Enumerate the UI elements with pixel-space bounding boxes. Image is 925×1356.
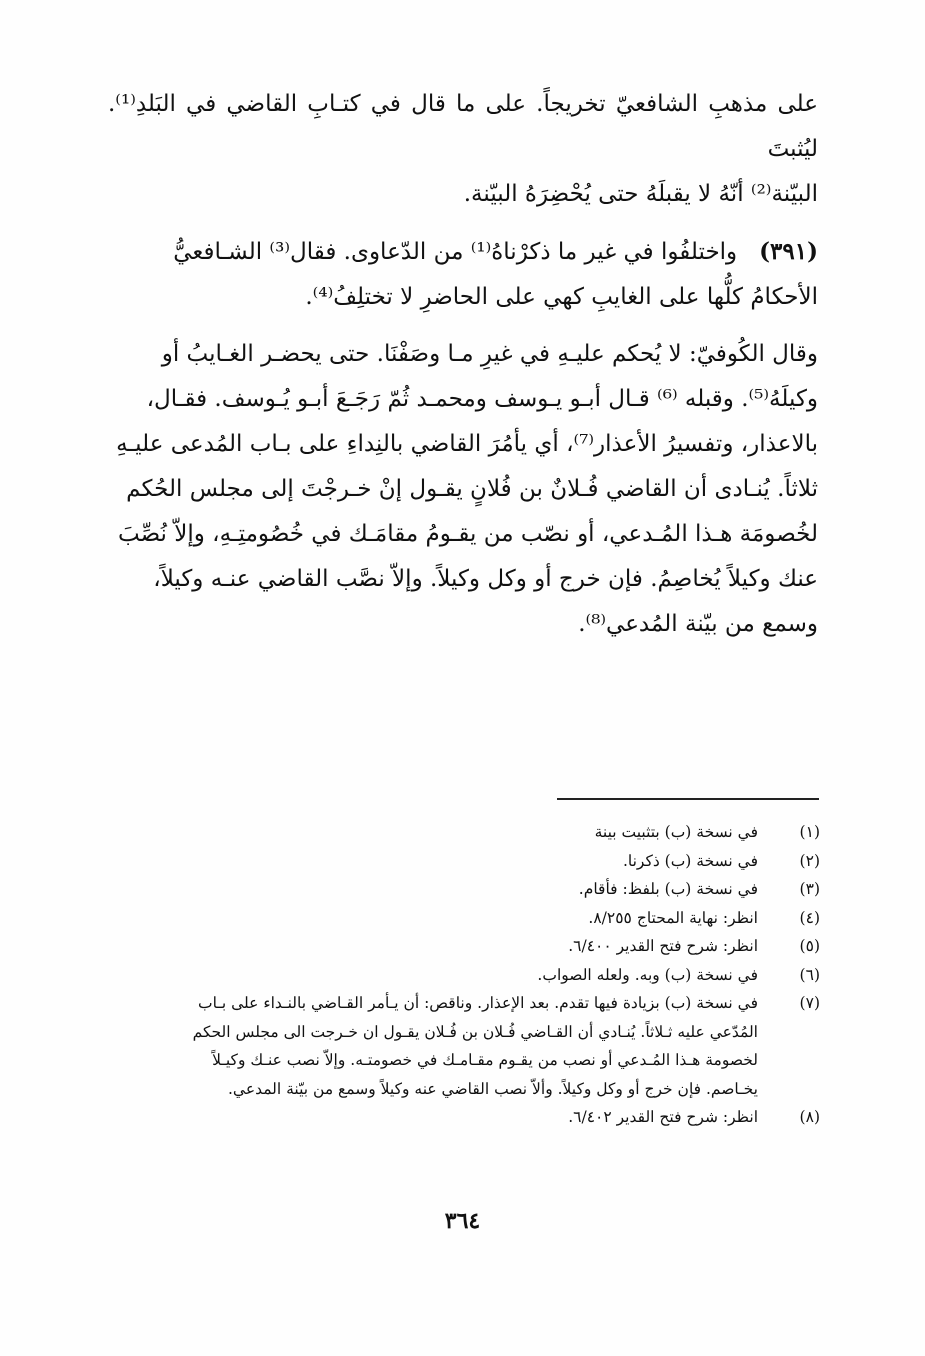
text-line: عنك وكيلاً يُخاصِمُ. فإن خرج أو وكل وكيلاً. وإلاّ نصَّب القاضي عنـه وكيلاً، bbox=[153, 566, 818, 592]
text-line: على مذهبِ الشافعيّ تخريجاً. على ما قال في كتـابِ القاضي في البَلدِ⁽¹⁾. ليُثبتَ bbox=[108, 91, 818, 162]
text-line bbox=[108, 229, 818, 275]
footnote-text: في نسخة (ب) بلفظ: فأقام. bbox=[578, 880, 758, 898]
footnotes bbox=[120, 818, 820, 1132]
footnote-text bbox=[120, 989, 758, 1103]
footnote bbox=[120, 1103, 820, 1132]
footnote-number: (٥) bbox=[799, 937, 820, 955]
text-line: وقال الكُوفيّ: لا يُحكم عليـهِ في غيرِ مـا وصَفْنَا. حتى يحضـر الغـايبُ أو bbox=[161, 341, 818, 367]
footnote-number: (٢) bbox=[799, 851, 820, 870]
footnote-number: (٧) bbox=[799, 994, 820, 1012]
footnote-line: يخـاصم. فإن خرج أو وكل وكيلاً. وألاّ نصب القاضي عنه وكيلاً وسمع من بيّنة المدعي. bbox=[227, 1079, 758, 1098]
footnote-number: (٤) bbox=[799, 908, 820, 927]
footnote-number: (١) bbox=[799, 823, 820, 841]
paragraph-number: (٣٩١) bbox=[759, 238, 818, 265]
paragraph bbox=[108, 229, 818, 320]
footnote-number: (٨) bbox=[799, 1108, 820, 1126]
footnote bbox=[120, 904, 820, 933]
text-line: البيّنة⁽²⁾ أنّهُ لا يقبلَهُ حتى يُحْضِرَهُ البيّنة. bbox=[463, 181, 818, 207]
paragraph bbox=[108, 332, 818, 647]
footnote-text: انظر: نهاية المحتاج ٨/٢٥٥. bbox=[588, 908, 758, 927]
footnote-text: انظر: شرح فتح القدير ٦/٤٠٢. bbox=[568, 1108, 758, 1126]
footnote-text: انظر: شرح فتح القدير ٦/٤٠٠. bbox=[568, 937, 758, 955]
footnote bbox=[120, 989, 820, 1103]
text-segment: واختلفُوا في غير ما ذكرْناهُ⁽¹⁾ من الدّعاوى. فقال⁽³⁾ الشـافعيُّ bbox=[173, 239, 738, 265]
footnote-number: (٣) bbox=[799, 880, 820, 898]
paragraph bbox=[108, 82, 818, 217]
text-line: لخُصومَة هـذا المُـدعي، أو نصّب من يقـومُ مقامَـك في خُصُومتِـهِ، وإلاّ نُصِّبَ bbox=[118, 521, 818, 547]
footnote bbox=[120, 932, 820, 961]
footnote bbox=[120, 847, 820, 876]
footnote-text: في نسخة (ب) وبه. ولعله الصواب. bbox=[537, 965, 758, 984]
footnote-text: في نسخة (ب) بتثبيت بينة bbox=[594, 823, 758, 841]
text-line: ثلاثاً. يُنـادى أن القاضي فُـلانٌ بن فُلانٍ يقـول إنْ خـرجْتَ إلى مجلس الحُكم bbox=[126, 476, 818, 502]
footnote bbox=[120, 818, 820, 847]
footnote-line: في نسخة (ب) بزيادة فيها تقدم. بعد الإعذار. وناقص: أن يـأمر القـاضي بالنـداء على بـاب bbox=[198, 994, 758, 1012]
page-number: ٣٦٤ bbox=[444, 1208, 481, 1234]
footnote bbox=[120, 875, 820, 904]
footnote-number: (٦) bbox=[799, 965, 820, 984]
footnote bbox=[120, 961, 820, 990]
footnote-text: في نسخة (ب) ذكرنا. bbox=[622, 851, 758, 870]
text-line: بالاعذار، وتفسيرُ الأعذار⁽⁷⁾، أي يأمُرَ القاضي بالنِداءِ على بـاب المُدعى عليـهِ bbox=[116, 431, 818, 457]
footnote-separator bbox=[557, 798, 819, 800]
text-line: وكيلَهُ⁽⁵⁾. وقبله ⁽⁶⁾ قـال أبـو يـوسف ومحمـد ثُمّ رَجَـعَ أبـو يُـوسف. فقـال، bbox=[146, 386, 818, 412]
footnote-line: المُدّعي عليه ثـلاثاً. يُنـادي أن القـاضي فُـلان بن فُـلان يقـول ان خـرجت الى مجلس الحكم bbox=[192, 1022, 758, 1041]
footnote-line: لخصومة هـذا المُـدعي أو نصب من يقـوم مقـامـك في خصومتـه. وإلاّ نصب عنـك وكيـلاً bbox=[212, 1051, 758, 1069]
text-line: وسمع من بيّنة المُدعي⁽⁸⁾. bbox=[578, 611, 818, 637]
text-line: الأحكامُ كلُّها على الغايبِ كهي على الحاضرِ لا تختلِفُ⁽⁴⁾. bbox=[305, 284, 818, 310]
main-text bbox=[108, 82, 818, 659]
